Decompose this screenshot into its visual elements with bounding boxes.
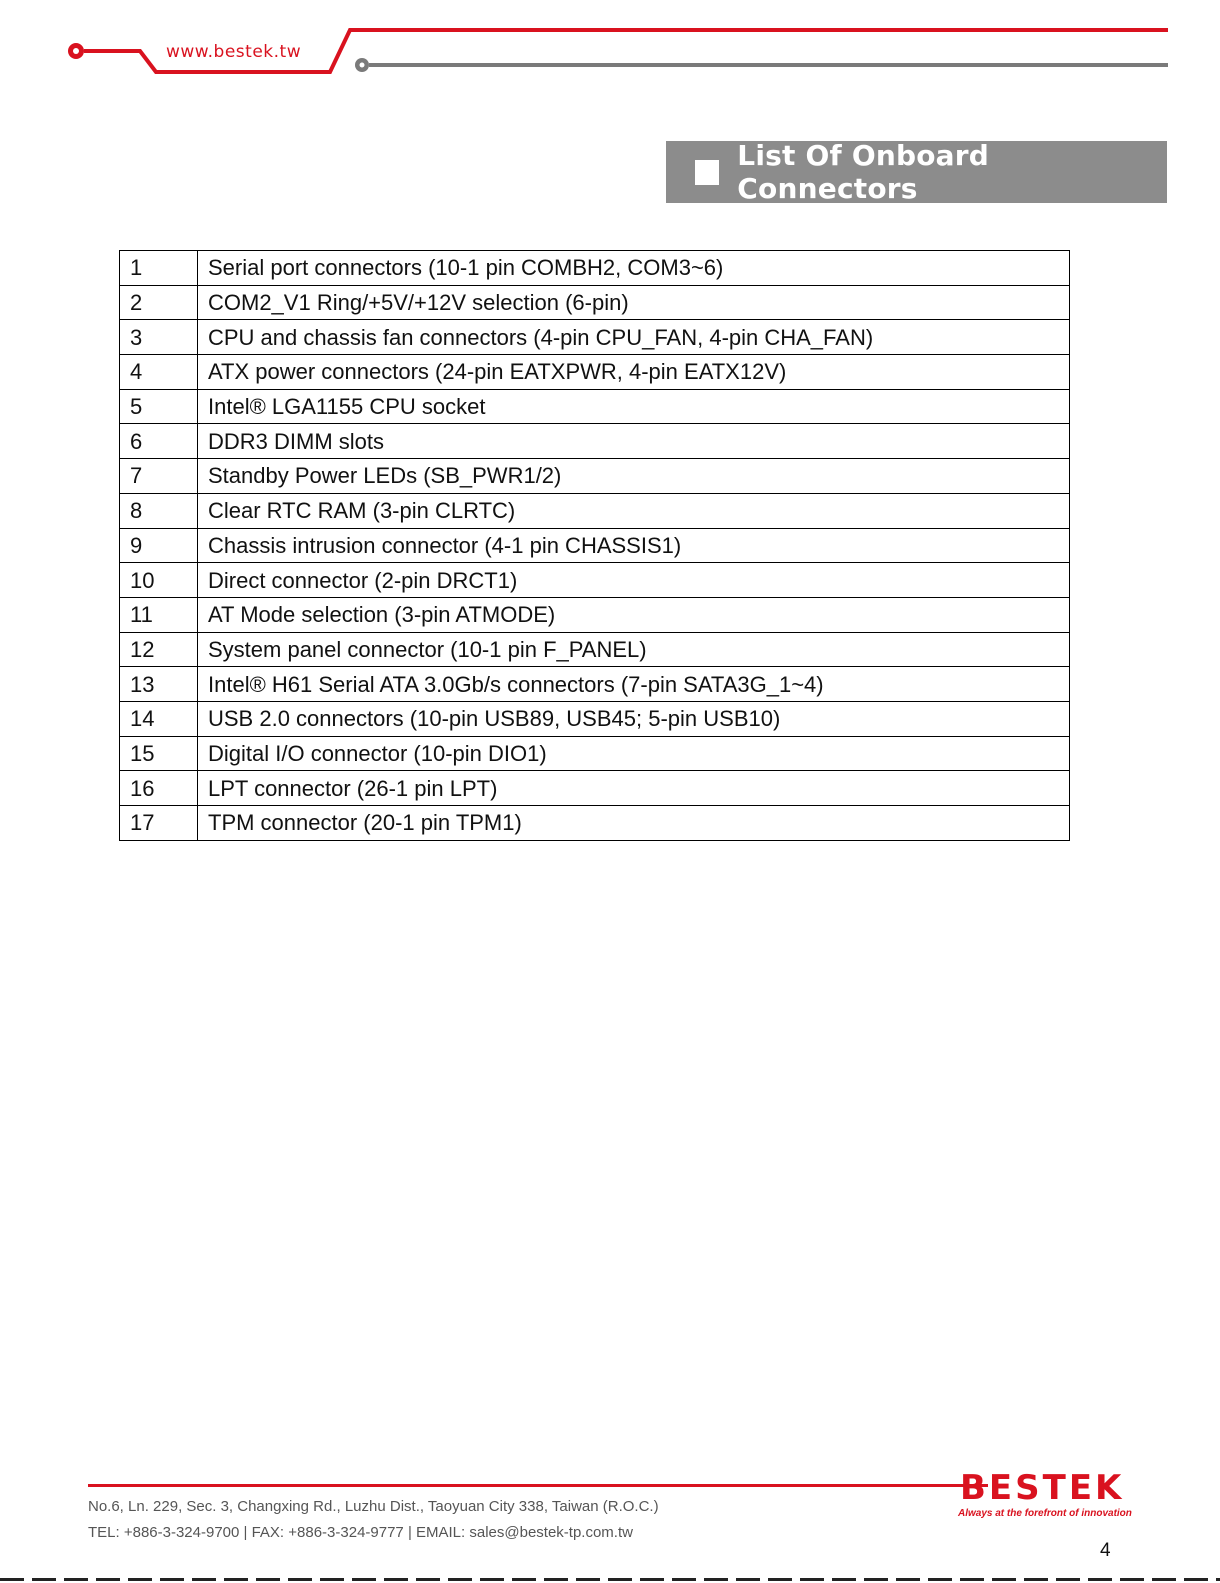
site-url[interactable]: www.bestek.tw — [166, 42, 302, 62]
bestek-logo — [958, 1470, 1136, 1530]
table-row — [120, 355, 1070, 390]
table-row — [120, 528, 1070, 563]
connector-number: 14 — [120, 701, 198, 736]
connector-description: Standby Power LEDs (SB_PWR1/2) — [198, 459, 1070, 494]
connector-description: LPT connector (26-1 pin LPT) — [198, 771, 1070, 806]
table-row — [120, 597, 1070, 632]
section-title: List Of Onboard Connectors — [737, 139, 990, 205]
table-row — [120, 701, 1070, 736]
connector-number: 1 — [120, 251, 198, 286]
connector-number: 13 — [120, 667, 198, 702]
table-row — [120, 736, 1070, 771]
page-number: 4 — [1100, 1540, 1111, 1561]
bottom-dashed-border — [0, 1578, 1220, 1581]
connector-number: 3 — [120, 320, 198, 355]
connector-number: 7 — [120, 459, 198, 494]
table-row — [120, 424, 1070, 459]
table-row — [120, 667, 1070, 702]
footer-divider — [88, 1484, 988, 1487]
table-row — [120, 320, 1070, 355]
connector-number: 4 — [120, 355, 198, 390]
connector-description: Digital I/O connector (10-pin DIO1) — [198, 736, 1070, 771]
table-row — [120, 632, 1070, 667]
footer-contact: TEL: +886-3-324-9700 | FAX: +886-3-324-9777 | EMAIL: sales@bestek-tp.com.tw — [88, 1524, 633, 1541]
connector-description: CPU and chassis fan connectors (4-pin CPU_FAN, 4-pin CHA_FAN) — [198, 320, 1070, 355]
footer-address: No.6, Ln. 229, Sec. 3, Changxing Rd., Luzhu Dist., Taoyuan City 338, Taiwan (R.O.C.) — [88, 1498, 659, 1515]
square-bullet-icon — [695, 160, 719, 185]
connector-description: TPM connector (20-1 pin TPM1) — [198, 806, 1070, 841]
section-title-banner — [666, 141, 1167, 203]
connector-description: Intel® LGA1155 CPU socket — [198, 389, 1070, 424]
table-row — [120, 493, 1070, 528]
table-row — [120, 806, 1070, 841]
connector-number: 5 — [120, 389, 198, 424]
connector-number: 2 — [120, 285, 198, 320]
table-row — [120, 251, 1070, 286]
connector-number: 8 — [120, 493, 198, 528]
table-row — [120, 563, 1070, 598]
connector-description: System panel connector (10-1 pin F_PANEL) — [198, 632, 1070, 667]
connector-number: 15 — [120, 736, 198, 771]
connector-description: Chassis intrusion connector (4-1 pin CHASSIS1) — [198, 528, 1070, 563]
logo-tagline: Always at the forefront of innovation — [958, 1508, 1132, 1519]
connector-number: 12 — [120, 632, 198, 667]
connector-description: Direct connector (2-pin DRCT1) — [198, 563, 1070, 598]
connector-description: USB 2.0 connectors (10-pin USB89, USB45; 5-pin USB10) — [198, 701, 1070, 736]
logo-text: BESTEK — [960, 1468, 1125, 1508]
connector-description: AT Mode selection (3-pin ATMODE) — [198, 597, 1070, 632]
connector-number: 10 — [120, 563, 198, 598]
table-row — [120, 459, 1070, 494]
table-row — [120, 771, 1070, 806]
connector-number: 16 — [120, 771, 198, 806]
connector-number: 11 — [120, 597, 198, 632]
connectors-table — [119, 250, 1070, 841]
connector-number: 17 — [120, 806, 198, 841]
connector-description: Clear RTC RAM (3-pin CLRTC) — [198, 493, 1070, 528]
connector-number: 9 — [120, 528, 198, 563]
connector-description: COM2_V1 Ring/+5V/+12V selection (6-pin) — [198, 285, 1070, 320]
connector-description: ATX power connectors (24-pin EATXPWR, 4-pin EATX12V) — [198, 355, 1070, 390]
table-row — [120, 389, 1070, 424]
connector-description: DDR3 DIMM slots — [198, 424, 1070, 459]
connector-description: Intel® H61 Serial ATA 3.0Gb/s connectors (7-pin SATA3G_1~4) — [198, 667, 1070, 702]
connector-description: Serial port connectors (10-1 pin COMBH2, COM3~6) — [198, 251, 1070, 286]
table-row — [120, 285, 1070, 320]
connector-number: 6 — [120, 424, 198, 459]
